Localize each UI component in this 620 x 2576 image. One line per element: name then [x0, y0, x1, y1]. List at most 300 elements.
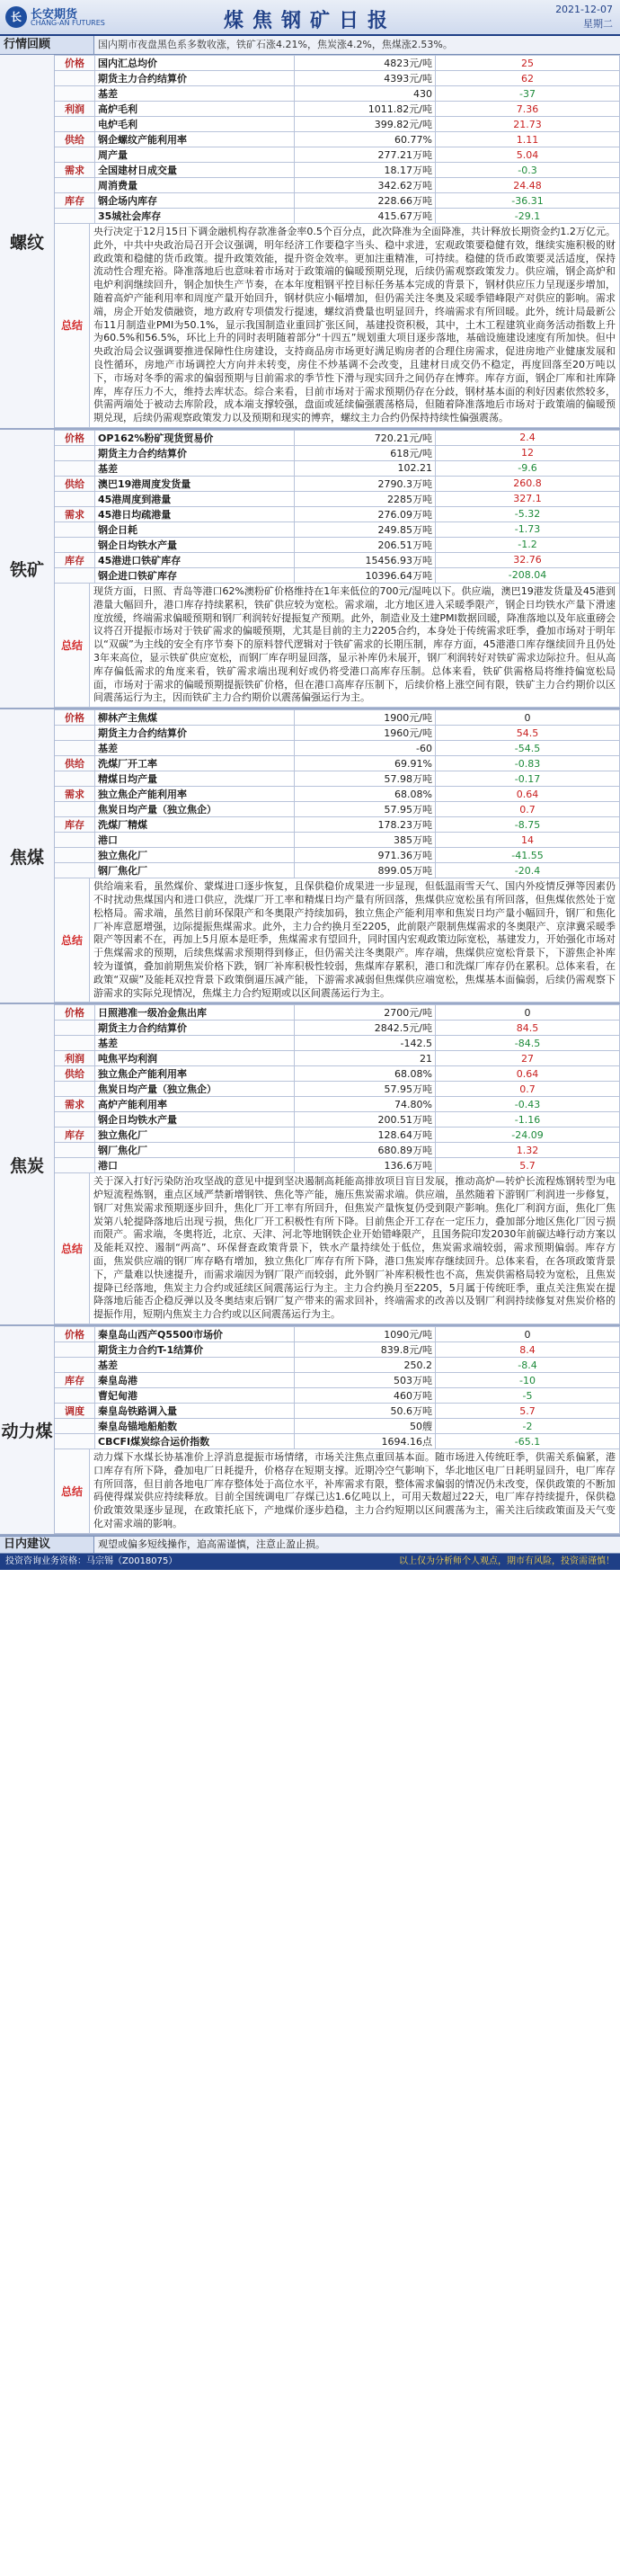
row-value: 57.98万吨: [295, 771, 436, 787]
row-metric-name: 基差: [95, 460, 295, 476]
table-row: [55, 1373, 620, 1388]
row-value: 200.51万吨: [295, 1112, 436, 1128]
table-row: [55, 117, 620, 132]
row-category: [55, 209, 95, 224]
row-category: 库存: [55, 1128, 95, 1143]
table-row: [55, 537, 620, 552]
table-row: [55, 771, 620, 787]
row-category: 调度: [55, 1404, 95, 1419]
section-body: [54, 55, 620, 428]
summary-text: 供给端来看，虽然煤价、蒙煤进口逐步恢复，且保供稳价成果进一步显现，但低温雨雪天气、国内外疫情反弹等因素仍不时扰动焦煤国内和进口供应，洗煤厂开工率和精煤日均产量有所回落，焦煤供应宽松虽有所回落，但焦煤依然处于宽松格局。需求端，虽然目前环保限产和冬奥限产持续加码，独立焦企产能利用率和焦炭日均产量小幅回升，钢厂和焦化厂补库意愿增强，边际提振焦煤需求。此外，主力合约换月至2205，此前限产限制焦煤需求的冬奥限产、京津冀采暖季限产等因素不在，再加上5月原本是旺季，焦煤需求有望回升，同时国内宏观政策边际宽松，基建发力，开始强化市场对于焦煤需求的预期，后续焦煤需求预期得到修正，但仍需关注冬奥限产。库存端，焦煤供应宽松背景下，下游焦企补库较为谨慎，叠加前期焦炭价格下跌，钢厂补库积极性较弱，焦煤库存累积，港口和洗煤厂库存仍在累积。总体来看，在政策“双碳”及能耗双控背景下政策倒逼压减产能，下游需求减弱但焦煤供应端宽松，焦煤基本面偏弱，后续仍需观察下游需求的实际兑现情况，焦煤主力合约短期或以区间震荡运行为主。: [93, 880, 616, 999]
section-summary: [54, 1449, 620, 1534]
row-category: 需求: [55, 506, 95, 521]
commodity-section: [0, 55, 620, 430]
row-change: -0.3: [436, 163, 620, 178]
row-metric-name: 钢企进口铁矿库存: [95, 567, 295, 583]
section-summary: [54, 584, 620, 708]
report-date: 2021-12-07: [555, 4, 613, 15]
row-category: [55, 1434, 95, 1449]
row-change: -8.75: [436, 817, 620, 833]
table-row: [55, 430, 620, 445]
table-row: [55, 460, 620, 476]
row-category: [55, 147, 95, 163]
table-row: [55, 833, 620, 848]
row-change: 260.8: [436, 476, 620, 491]
row-change: 12: [436, 445, 620, 460]
row-change: -1.16: [436, 1112, 620, 1128]
row-change: -5.32: [436, 506, 620, 521]
table-row: [55, 1327, 620, 1342]
row-category: [55, 863, 95, 878]
row-metric-name: 期货主力合约结算价: [95, 445, 295, 460]
row-category: 价格: [55, 710, 95, 726]
daily-advice-text: 观望或偏多短线操作，追高需谨慎，注意止盈止损。: [94, 1537, 620, 1553]
table-row: [55, 1158, 620, 1173]
row-category: 库存: [55, 193, 95, 209]
row-metric-name: 钢厂焦化厂: [95, 863, 295, 878]
logo-emblem-icon: 长: [5, 6, 27, 28]
row-value: 249.85万吨: [295, 521, 436, 537]
row-value: 68.08%: [295, 1066, 436, 1082]
commodity-section: [0, 709, 620, 1004]
row-value: 618元/吨: [295, 445, 436, 460]
row-value: 503万吨: [295, 1373, 436, 1388]
row-change: 27: [436, 1051, 620, 1066]
table-row: [55, 1358, 620, 1373]
row-metric-name: 吨焦平均利润: [95, 1051, 295, 1066]
section-summary: [54, 878, 620, 1003]
row-change: 0.64: [436, 787, 620, 802]
report-footer: [0, 1554, 620, 1570]
summary-label: 总结: [55, 1173, 90, 1324]
table-row: [55, 1419, 620, 1434]
row-category: 价格: [55, 1327, 95, 1342]
market-review: [0, 36, 620, 55]
table-row: [55, 86, 620, 102]
row-change: 0: [436, 1005, 620, 1021]
row-value: 10396.64万吨: [295, 567, 436, 583]
table-row: [55, 193, 620, 209]
row-value: 60.77%: [295, 132, 436, 147]
row-value: 21: [295, 1051, 436, 1066]
row-category: [55, 1388, 95, 1404]
row-value: 1900元/吨: [295, 710, 436, 726]
row-category: [55, 460, 95, 476]
row-change: 5.7: [436, 1404, 620, 1419]
row-value: 899.05万吨: [295, 863, 436, 878]
row-value: 415.67万吨: [295, 209, 436, 224]
report-title: 煤焦钢矿日报: [223, 9, 396, 32]
row-value: 971.36万吨: [295, 848, 436, 863]
section-body: [54, 1004, 620, 1324]
row-metric-name: 港口: [95, 1158, 295, 1173]
row-metric-name: 焦炭日均产量（独立焦企）: [95, 1082, 295, 1097]
row-value: 102.21: [295, 460, 436, 476]
row-change: 24.48: [436, 178, 620, 193]
summary-label: 总结: [55, 224, 90, 427]
row-change: -1.73: [436, 521, 620, 537]
row-category: 供给: [55, 476, 95, 491]
table-row: [55, 1112, 620, 1128]
row-change: 1.11: [436, 132, 620, 147]
row-value: -142.5: [295, 1036, 436, 1051]
row-category: 库存: [55, 817, 95, 833]
table-row: [55, 178, 620, 193]
row-category: [55, 802, 95, 817]
section-name: 铁矿: [0, 430, 55, 708]
section-summary: [54, 224, 620, 428]
table-row: [55, 132, 620, 147]
metrics-table: [54, 1004, 620, 1173]
table-row: [55, 848, 620, 863]
row-change: -37: [436, 86, 620, 102]
table-row: [55, 1434, 620, 1449]
row-metric-name: 高炉产能利用率: [95, 1097, 295, 1112]
row-change: 0.7: [436, 802, 620, 817]
table-row: [55, 491, 620, 506]
row-metric-name: 焦炭日均产量（独立焦企）: [95, 802, 295, 817]
table-row: [55, 521, 620, 537]
row-value: 1960元/吨: [295, 726, 436, 741]
row-metric-name: 周消费量: [95, 178, 295, 193]
row-value: 720.21元/吨: [295, 430, 436, 445]
row-value: 2790.3万吨: [295, 476, 436, 491]
row-change: 84.5: [436, 1021, 620, 1036]
row-value: 1011.82元/吨: [295, 102, 436, 117]
section-body: [54, 430, 620, 708]
row-category: [55, 71, 95, 86]
row-category: [55, 848, 95, 863]
logo-cn-text: 长安期货: [31, 8, 78, 22]
table-row: [55, 1128, 620, 1143]
row-category: [55, 1112, 95, 1128]
row-category: 价格: [55, 1005, 95, 1021]
table-row: [55, 710, 620, 726]
row-value: 430: [295, 86, 436, 102]
row-category: [55, 1342, 95, 1358]
row-metric-name: 钢企日均铁水产量: [95, 537, 295, 552]
section-name: 焦炭: [0, 1004, 55, 1324]
table-row: [55, 445, 620, 460]
table-row: [55, 1051, 620, 1066]
row-metric-name: 秦皇岛港: [95, 1373, 295, 1388]
row-value: 4823元/吨: [295, 56, 436, 71]
row-category: [55, 178, 95, 193]
table-row: [55, 802, 620, 817]
row-change: -0.17: [436, 771, 620, 787]
row-change: 5.04: [436, 147, 620, 163]
section-name: 螺纹: [0, 55, 55, 428]
row-metric-name: 精煤日均产量: [95, 771, 295, 787]
row-category: [55, 1082, 95, 1097]
table-row: [55, 147, 620, 163]
row-value: 57.95万吨: [295, 1082, 436, 1097]
row-category: [55, 1036, 95, 1051]
row-value: 680.89万吨: [295, 1143, 436, 1158]
row-value: -60: [295, 741, 436, 756]
row-metric-name: 基差: [95, 1036, 295, 1051]
row-metric-name: 柳林产主焦煤: [95, 710, 295, 726]
row-change: 25: [436, 56, 620, 71]
row-category: [55, 567, 95, 583]
row-category: [55, 726, 95, 741]
row-change: -0.43: [436, 1097, 620, 1112]
row-change: 0.7: [436, 1082, 620, 1097]
row-metric-name: 期货主力合约结算价: [95, 726, 295, 741]
footer-disclaimer: 以上仅为分析师个人观点，期市有风险，投资需谨慎！: [399, 1555, 615, 1566]
row-change: -9.6: [436, 460, 620, 476]
row-value: 2285万吨: [295, 491, 436, 506]
row-category: [55, 86, 95, 102]
table-row: [55, 1388, 620, 1404]
row-category: 价格: [55, 56, 95, 71]
row-change: 62: [436, 71, 620, 86]
row-metric-name: 基差: [95, 741, 295, 756]
row-category: [55, 1143, 95, 1158]
report-weekday: 星期二: [583, 18, 613, 30]
metrics-table: [54, 430, 620, 584]
table-row: [55, 1342, 620, 1358]
row-change: 1.32: [436, 1143, 620, 1158]
table-row: [55, 1005, 620, 1021]
row-category: [55, 1419, 95, 1434]
market-review-text: 国内期市夜盘黑色系多数收涨，铁矿石涨4.21%，焦炭涨4.2%，焦煤涨2.53%。: [94, 36, 620, 54]
row-category: [55, 1358, 95, 1373]
row-category: 价格: [55, 430, 95, 445]
row-value: 1694.16点: [295, 1434, 436, 1449]
row-change: -8.4: [436, 1358, 620, 1373]
row-metric-name: 洗煤厂精煤: [95, 817, 295, 833]
table-row: [55, 506, 620, 521]
row-change: 14: [436, 833, 620, 848]
row-metric-name: 洗煤厂开工率: [95, 756, 295, 771]
row-category: 供给: [55, 1066, 95, 1082]
row-change: 5.7: [436, 1158, 620, 1173]
row-value: 228.66万吨: [295, 193, 436, 209]
table-row: [55, 1066, 620, 1082]
row-metric-name: 钢企日均铁水产量: [95, 1112, 295, 1128]
row-metric-name: 港口: [95, 833, 295, 848]
metrics-table: [54, 709, 620, 878]
row-metric-name: 钢企日耗: [95, 521, 295, 537]
row-value: 74.80%: [295, 1097, 436, 1112]
row-change: -10: [436, 1373, 620, 1388]
table-row: [55, 567, 620, 583]
row-metric-name: 独立焦企产能利用率: [95, 1066, 295, 1082]
row-value: 342.62万吨: [295, 178, 436, 193]
row-metric-name: 电炉毛利: [95, 117, 295, 132]
row-metric-name: 曹妃甸港: [95, 1388, 295, 1404]
row-metric-name: 独立焦企产能利用率: [95, 787, 295, 802]
row-change: -20.4: [436, 863, 620, 878]
row-value: 250.2: [295, 1358, 436, 1373]
row-metric-name: 期货主力合约T-1结算价: [95, 1342, 295, 1358]
row-category: [55, 1158, 95, 1173]
row-metric-name: 全国建材日成交量: [95, 163, 295, 178]
commodity-section: [0, 430, 620, 709]
row-value: 50.6万吨: [295, 1404, 436, 1419]
row-category: 库存: [55, 1373, 95, 1388]
row-metric-name: 期货主力合约结算价: [95, 1021, 295, 1036]
section-name: 动力煤: [0, 1326, 55, 1534]
row-metric-name: 周产量: [95, 147, 295, 163]
table-row: [55, 1021, 620, 1036]
summary-text: 关于深入打好污染防治攻坚战的意见中提到坚决遏制高耗能高排放项目盲目发展，推动高炉—转炉长流程炼钢转型为电炉短流程炼钢，重点区域严禁新增钢铁、焦化等产能，施压焦炭需求端。供应端，虽然随着下游钢厂利润进一步修复，钢厂对焦炭需求预期逐步回升，焦化厂开工率有所回升，但焦炭产量恢复仍受到限产影响。焦化厂利润方面，焦化厂焦炭第八轮提降落地后出现亏损，焦化厂开工积极性有所下降。目前焦企开工存在一定压力，叠加部分地区焦化厂因亏损而限产。需求端，冬奥将近，北京、天津、河北等地钢铁企业开始错峰限产，且国务院印发2030年前碳达峰行动方案以及能耗双控、遏制“两高”、环保督查政策背景下，铁水产量持续处于低位，焦炭需求端较弱，需求预期偏弱。库存方面，焦炭供应端的钢厂库存略有增加，独立焦化厂库存有所下降，港口焦炭库存继续回升。总体来看，在各项政策背景下，产量难以快速提升，而需求端因为钢厂限产而较弱，此外钢厂补库积极性也不高，焦炭供需格局较为宽松，且焦炭提降已经落地，焦炭主力合约或延续区间震荡运行为主。主力合约换月至2205，5月属于传统旺季，重点关注焦炭在提降落地后能否企稳反弹以及冬奥结束后钢厂复产带来的需求回补，终端需求的改善以及钢厂利润持续修复对焦炭价格的提振作用，短期内焦炭主力合约或以区间震荡运行为主。: [93, 1175, 616, 1321]
row-category: [55, 771, 95, 787]
row-category: [55, 833, 95, 848]
summary-label: 总结: [55, 878, 90, 1002]
row-category: 需求: [55, 1097, 95, 1112]
row-change: -0.83: [436, 756, 620, 771]
table-row: [55, 1404, 620, 1419]
table-row: [55, 102, 620, 117]
row-change: -2: [436, 1419, 620, 1434]
row-value: 178.23万吨: [295, 817, 436, 833]
report-date-block: [555, 3, 613, 31]
row-change: 7.36: [436, 102, 620, 117]
table-row: [55, 1097, 620, 1112]
row-change: 8.4: [436, 1342, 620, 1358]
row-value: 839.8元/吨: [295, 1342, 436, 1358]
row-change: -1.2: [436, 537, 620, 552]
row-value: 4393元/吨: [295, 71, 436, 86]
row-change: 32.76: [436, 552, 620, 567]
row-change: -5: [436, 1388, 620, 1404]
table-row: [55, 476, 620, 491]
row-value: 128.64万吨: [295, 1128, 436, 1143]
footer-qualification: 投资咨询业务资格：马宗锡（Z0018075）: [5, 1555, 178, 1566]
summary-text: 央行决定于12月15日下调金融机构存款准备金率0.5个百分点，此次降准为全面降准，共计释放长期资金约1.2万亿元。此外，中共中央政治局召开会议强调，明年经济工作要稳字当头、稳中求进，宏观政策要稳健有效，继续实施积极的财政政策和稳健的货币政策。提升政策效能，提升资金效率。更加注重精准，可持续。稳健的货币政策要灵活适度，保持流动性合理充裕。降准落地后也意味着市场对于政策端的偏暖预期兑现，后续仍需观察政策发力。供应端，钢企高炉和电炉利润继续回升，钢企加快生产节奏，在本年度粗钢平控目标任务基本完成的背景下，钢材供应压力呈现逐步增加，随着高炉产能利用率和周度产量开始回升，钢材供应小幅增加，但仍需关注冬奥及采暖季错峰限产对供应的影响。需求端，房企开始发债融资，地方政府专项债发行提速，螺纹消费量也明显回升，终端需求有所回暖。此外，统计局最新公布11月制造业PMI为50.1%，显示我国制造业重回扩张区间，基建投资积极，其中，土木工程建筑业商务活动指数上升为60.5%和56.5%，环比上升的同时表明随着部分“十四五”规划重大项目逐步落地，基础设施建设速度有所加快。但中央政治局会议强调要推进保障性住房建设，支持商品房市场更好满足购房者的合理住房需求，促进房地产业健康发展和良性循环，房地产市场调控大方向并未转变，房住不炒基调不会改变，且建材日成交仍不稳定，再度回落至20万吨以下，市场对冬季的需求的偏弱预期与目前需求的季节性下滑与现实回升之间仍存在博弈。库存方面，钢企厂库和社库降库，库存压力不大，维持去库状态。综合来看，目前市场对于需求预期仍存在分歧，钢材基本面的利好因素依然较多，供需两端处于被动去库阶段，成本端支撑较强，盘面或延续偏强震荡格局，但随着降准落地后市场对于政策端的偏暖预期兑现，后续仍需观察政策发力以及预期和现实的博弈，螺纹主力合约仍保持持续性偏强震荡。: [93, 226, 616, 424]
row-change: 2.4: [436, 430, 620, 445]
row-category: [55, 741, 95, 756]
summary-text: 动力煤下水煤长协基准价上浮消息提振市场情绪，市场关注焦点重回基本面。随市场进入传统旺季，供需关系偏紧，港口库存有所下降，叠加电厂日耗提升，价格存在短期支撑。近期冷空气影响下，华北地区电厂日耗明显回升，电厂库存有所回落，但目前各地电厂库存整体处于高位水平，补库需求有限，整体需求偏弱的情况仍未改变，保供政策的不断加码使得煤炭供应持续释放。目前全国统调电厂存煤已达1.6亿吨以上，可用天数超过22天，电厂库存持续提升，保供稳价政策效果逐步显现，在政策托底下，产地煤价逐步趋稳，主力合约短期以区间震荡为主，需关注后续政策面及天气变化对需求端的影响。: [93, 1451, 616, 1530]
table-row: [55, 552, 620, 567]
table-row: [55, 1082, 620, 1097]
row-value: 2842.5元/吨: [295, 1021, 436, 1036]
row-change: -84.5: [436, 1036, 620, 1051]
row-metric-name: 澳巴19港周度发货量: [95, 476, 295, 491]
row-value: 2700元/吨: [295, 1005, 436, 1021]
row-metric-name: 期货主力合约结算价: [95, 71, 295, 86]
report-header: [0, 0, 620, 36]
table-row: [55, 787, 620, 802]
daily-advice: [0, 1536, 620, 1554]
row-metric-name: 基差: [95, 86, 295, 102]
row-value: 399.82元/吨: [295, 117, 436, 132]
row-metric-name: 秦皇岛山西产Q5500市场价: [95, 1327, 295, 1342]
row-category: 供给: [55, 756, 95, 771]
row-change: -54.5: [436, 741, 620, 756]
row-category: [55, 117, 95, 132]
summary-text: 现货方面，日照、青岛等港口62%澳粉矿价格维持在1年来低位的700元/湿吨以下。供应端，澳巴19港发货量及45港到港量大幅回升，港口库存持续累积，铁矿供应较为宽松。需求端，北方地区进入采暖季限产，钢企日均铁水产量下滑速度放缓，终端需求偏暖预期和钢厂利润转好提振复产预期。此外，制造业及土建PMI数据回暖，降准落地以及年底重磅会议将召开提振市场对于铁矿需求的偏暖预期，尤其是目前的主力2205合约，本身处于传统需求旺季，叠加市场对于明年以“双碳”为主线的安全有序节奏下的原料替代逻辑对于铁矿需求的长期压制，库存方面，45港港口库存继续回升且仍处3年来高位，显示铁矿供应宽松，而钢厂库存明显回落，显示补库仍未展开，钢厂利润转好对铁矿需求边际拉升。但从高库存偏低需求的角度来看，铁矿需求端出现利好或仍将受港口高库存压制。总体来看，铁矿供需格局将维持偏宽松局面，市场对于需求的偏暖预期提振铁矿价格，但在港口高库存压制下，后续价格上涨空间有限，铁矿主力合约期价以区间震荡运行为主，因而铁矿主力合约期价以震荡偏强运行为主。: [93, 584, 616, 704]
row-change: 21.73: [436, 117, 620, 132]
row-change: 0: [436, 710, 620, 726]
table-row: [55, 71, 620, 86]
row-value: 15456.93万吨: [295, 552, 436, 567]
daily-advice-label: 日内建议: [0, 1537, 94, 1553]
table-row: [55, 1036, 620, 1051]
row-value: 68.08%: [295, 787, 436, 802]
row-value: 385万吨: [295, 833, 436, 848]
row-category: [55, 491, 95, 506]
logo-en-text: CHANG-AN FUTURES: [31, 19, 105, 27]
metrics-table: [54, 55, 620, 224]
row-metric-name: CBCFI煤炭综合运价指数: [95, 1434, 295, 1449]
row-value: 18.17万吨: [295, 163, 436, 178]
row-category: 需求: [55, 787, 95, 802]
row-value: 276.09万吨: [295, 506, 436, 521]
row-category: [55, 445, 95, 460]
row-metric-name: 钢厂焦化厂: [95, 1143, 295, 1158]
row-value: 1090元/吨: [295, 1327, 436, 1342]
row-change: 0.64: [436, 1066, 620, 1082]
commodity-sections: [0, 55, 620, 1536]
row-category: [55, 1021, 95, 1036]
table-row: [55, 817, 620, 833]
row-metric-name: 35城社会库存: [95, 209, 295, 224]
row-change: -65.1: [436, 1434, 620, 1449]
row-value: 277.21万吨: [295, 147, 436, 163]
row-metric-name: 独立焦化厂: [95, 1128, 295, 1143]
row-metric-name: 45港日均疏港量: [95, 506, 295, 521]
row-change: -208.04: [436, 567, 620, 583]
row-category: 库存: [55, 552, 95, 567]
table-row: [55, 863, 620, 878]
table-row: [55, 163, 620, 178]
table-row: [55, 756, 620, 771]
row-change: -41.55: [436, 848, 620, 863]
row-change: -36.31: [436, 193, 620, 209]
row-metric-name: 日照港准一级冶金焦出库: [95, 1005, 295, 1021]
row-metric-name: 秦皇岛锚地船舶数: [95, 1419, 295, 1434]
metrics-table: [54, 1326, 620, 1449]
row-change: 327.1: [436, 491, 620, 506]
row-category: 供给: [55, 132, 95, 147]
row-value: 136.6万吨: [295, 1158, 436, 1173]
table-row: [55, 1143, 620, 1158]
section-name: 焦煤: [0, 709, 55, 1003]
summary-label: 总结: [55, 584, 90, 707]
section-summary: [54, 1173, 620, 1324]
row-value: 50艘: [295, 1419, 436, 1434]
row-metric-name: 钢企螺纹产能利用率: [95, 132, 295, 147]
table-row: [55, 741, 620, 756]
row-category: 利润: [55, 102, 95, 117]
table-row: [55, 726, 620, 741]
row-change: -24.09: [436, 1128, 620, 1143]
row-metric-name: 高炉毛利: [95, 102, 295, 117]
row-metric-name: 秦皇岛铁路调入量: [95, 1404, 295, 1419]
row-value: 69.91%: [295, 756, 436, 771]
table-row: [55, 56, 620, 71]
row-metric-name: 独立焦化厂: [95, 848, 295, 863]
row-value: 206.51万吨: [295, 537, 436, 552]
row-metric-name: OP162%粉矿现货贸易价: [95, 430, 295, 445]
row-metric-name: 45港周度到港量: [95, 491, 295, 506]
row-metric-name: 45港进口铁矿库存: [95, 552, 295, 567]
row-metric-name: 国内汇总均价: [95, 56, 295, 71]
section-body: [54, 1326, 620, 1534]
row-change: 0: [436, 1327, 620, 1342]
section-body: [54, 709, 620, 1003]
summary-label: 总结: [55, 1449, 90, 1533]
row-value: 460万吨: [295, 1388, 436, 1404]
row-category: 利润: [55, 1051, 95, 1066]
market-review-label: 行情回顾: [0, 36, 94, 54]
commodity-section: [0, 1004, 620, 1326]
row-metric-name: 钢企场内库存: [95, 193, 295, 209]
commodity-section: [0, 1326, 620, 1536]
